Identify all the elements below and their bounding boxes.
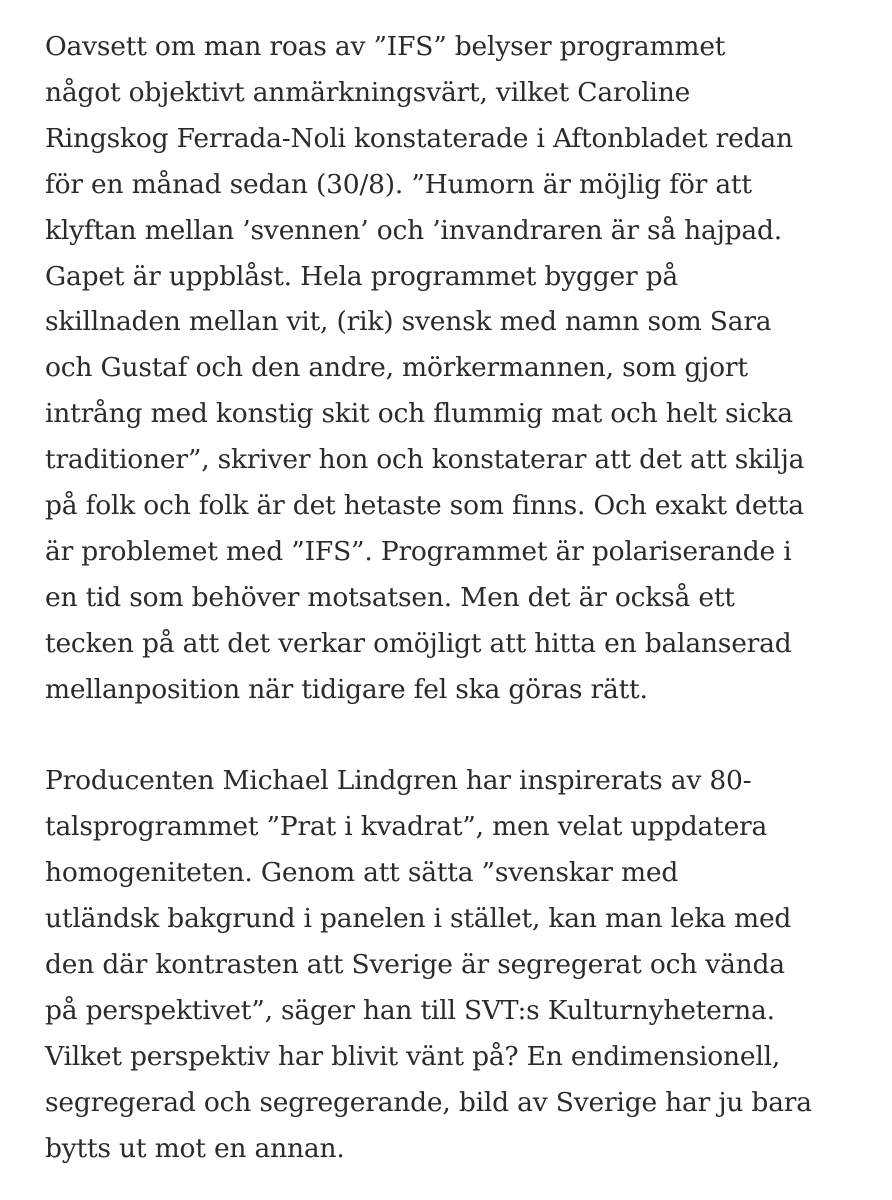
text-line: för en månad sedan (30/8). ”Humorn är möjlig för att — [45, 168, 752, 200]
text-line: är problemet med ”IFS”. Programmet är polariserande i — [45, 535, 792, 567]
text-line: på folk och folk är det hetaste som finns. Och exakt detta — [45, 490, 804, 522]
text-line: segregerad och segregerande, bild av Sverige har ju bara — [45, 1086, 812, 1118]
text-line: bytts ut mot en annan. — [45, 1132, 345, 1164]
text-line: skillnaden mellan vit, (rik) svensk med namn som Sara — [45, 306, 772, 338]
paragraph-2 — [45, 758, 875, 1171]
text-line: intrång med konstig skit och flummig mat och helt sicka — [45, 398, 793, 430]
article-body — [45, 24, 875, 1172]
text-line: mellanposition när tidigare fel ska göras rätt. — [45, 673, 648, 705]
paragraph-1 — [45, 24, 875, 713]
text-line: Vilket perspektiv har blivit vänt på? En endimensionell, — [45, 1040, 781, 1072]
text-line: Oavsett om man roas av ”IFS” belyser programmet — [45, 31, 726, 62]
text-line: homogeniteten. Genom att sätta ”svenskar med — [45, 857, 679, 889]
text-line: traditioner”, skriver hon och konstaterar att det att skilja — [45, 444, 805, 476]
text-line: en tid som behöver motsatsen. Men det är också ett — [45, 581, 735, 613]
text-line: talsprogrammet ”Prat i kvadrat”, men velat uppdatera — [45, 811, 768, 843]
text-line: Producenten Michael Lindgren har inspirerats av 80- — [45, 765, 752, 797]
text-line: klyftan mellan ’svennen’ och ’invandraren är så hajpad. — [45, 214, 783, 246]
text-line: utländsk bakgrund i panelen i stället, kan man leka med — [45, 903, 792, 935]
text-line: tecken på att det verkar omöjligt att hitta en balanserad — [45, 627, 792, 659]
text-line: Ringskog Ferrada-Noli konstaterade i Aftonbladet redan — [45, 122, 793, 154]
text-line: den där kontrasten att Sverige är segregerat och vända — [45, 949, 785, 981]
paragraph-spacer — [45, 713, 875, 759]
text-line: Gapet är uppblåst. Hela programmet bygger på — [45, 260, 679, 292]
text-line: något objektivt anmärkningsvärt, vilket Caroline — [45, 76, 691, 108]
text-line: på perspektivet”, säger han till SVT:s Kulturnyheterna. — [45, 995, 775, 1027]
text-line: och Gustaf och den andre, mörkermannen, som gjort — [45, 352, 748, 384]
